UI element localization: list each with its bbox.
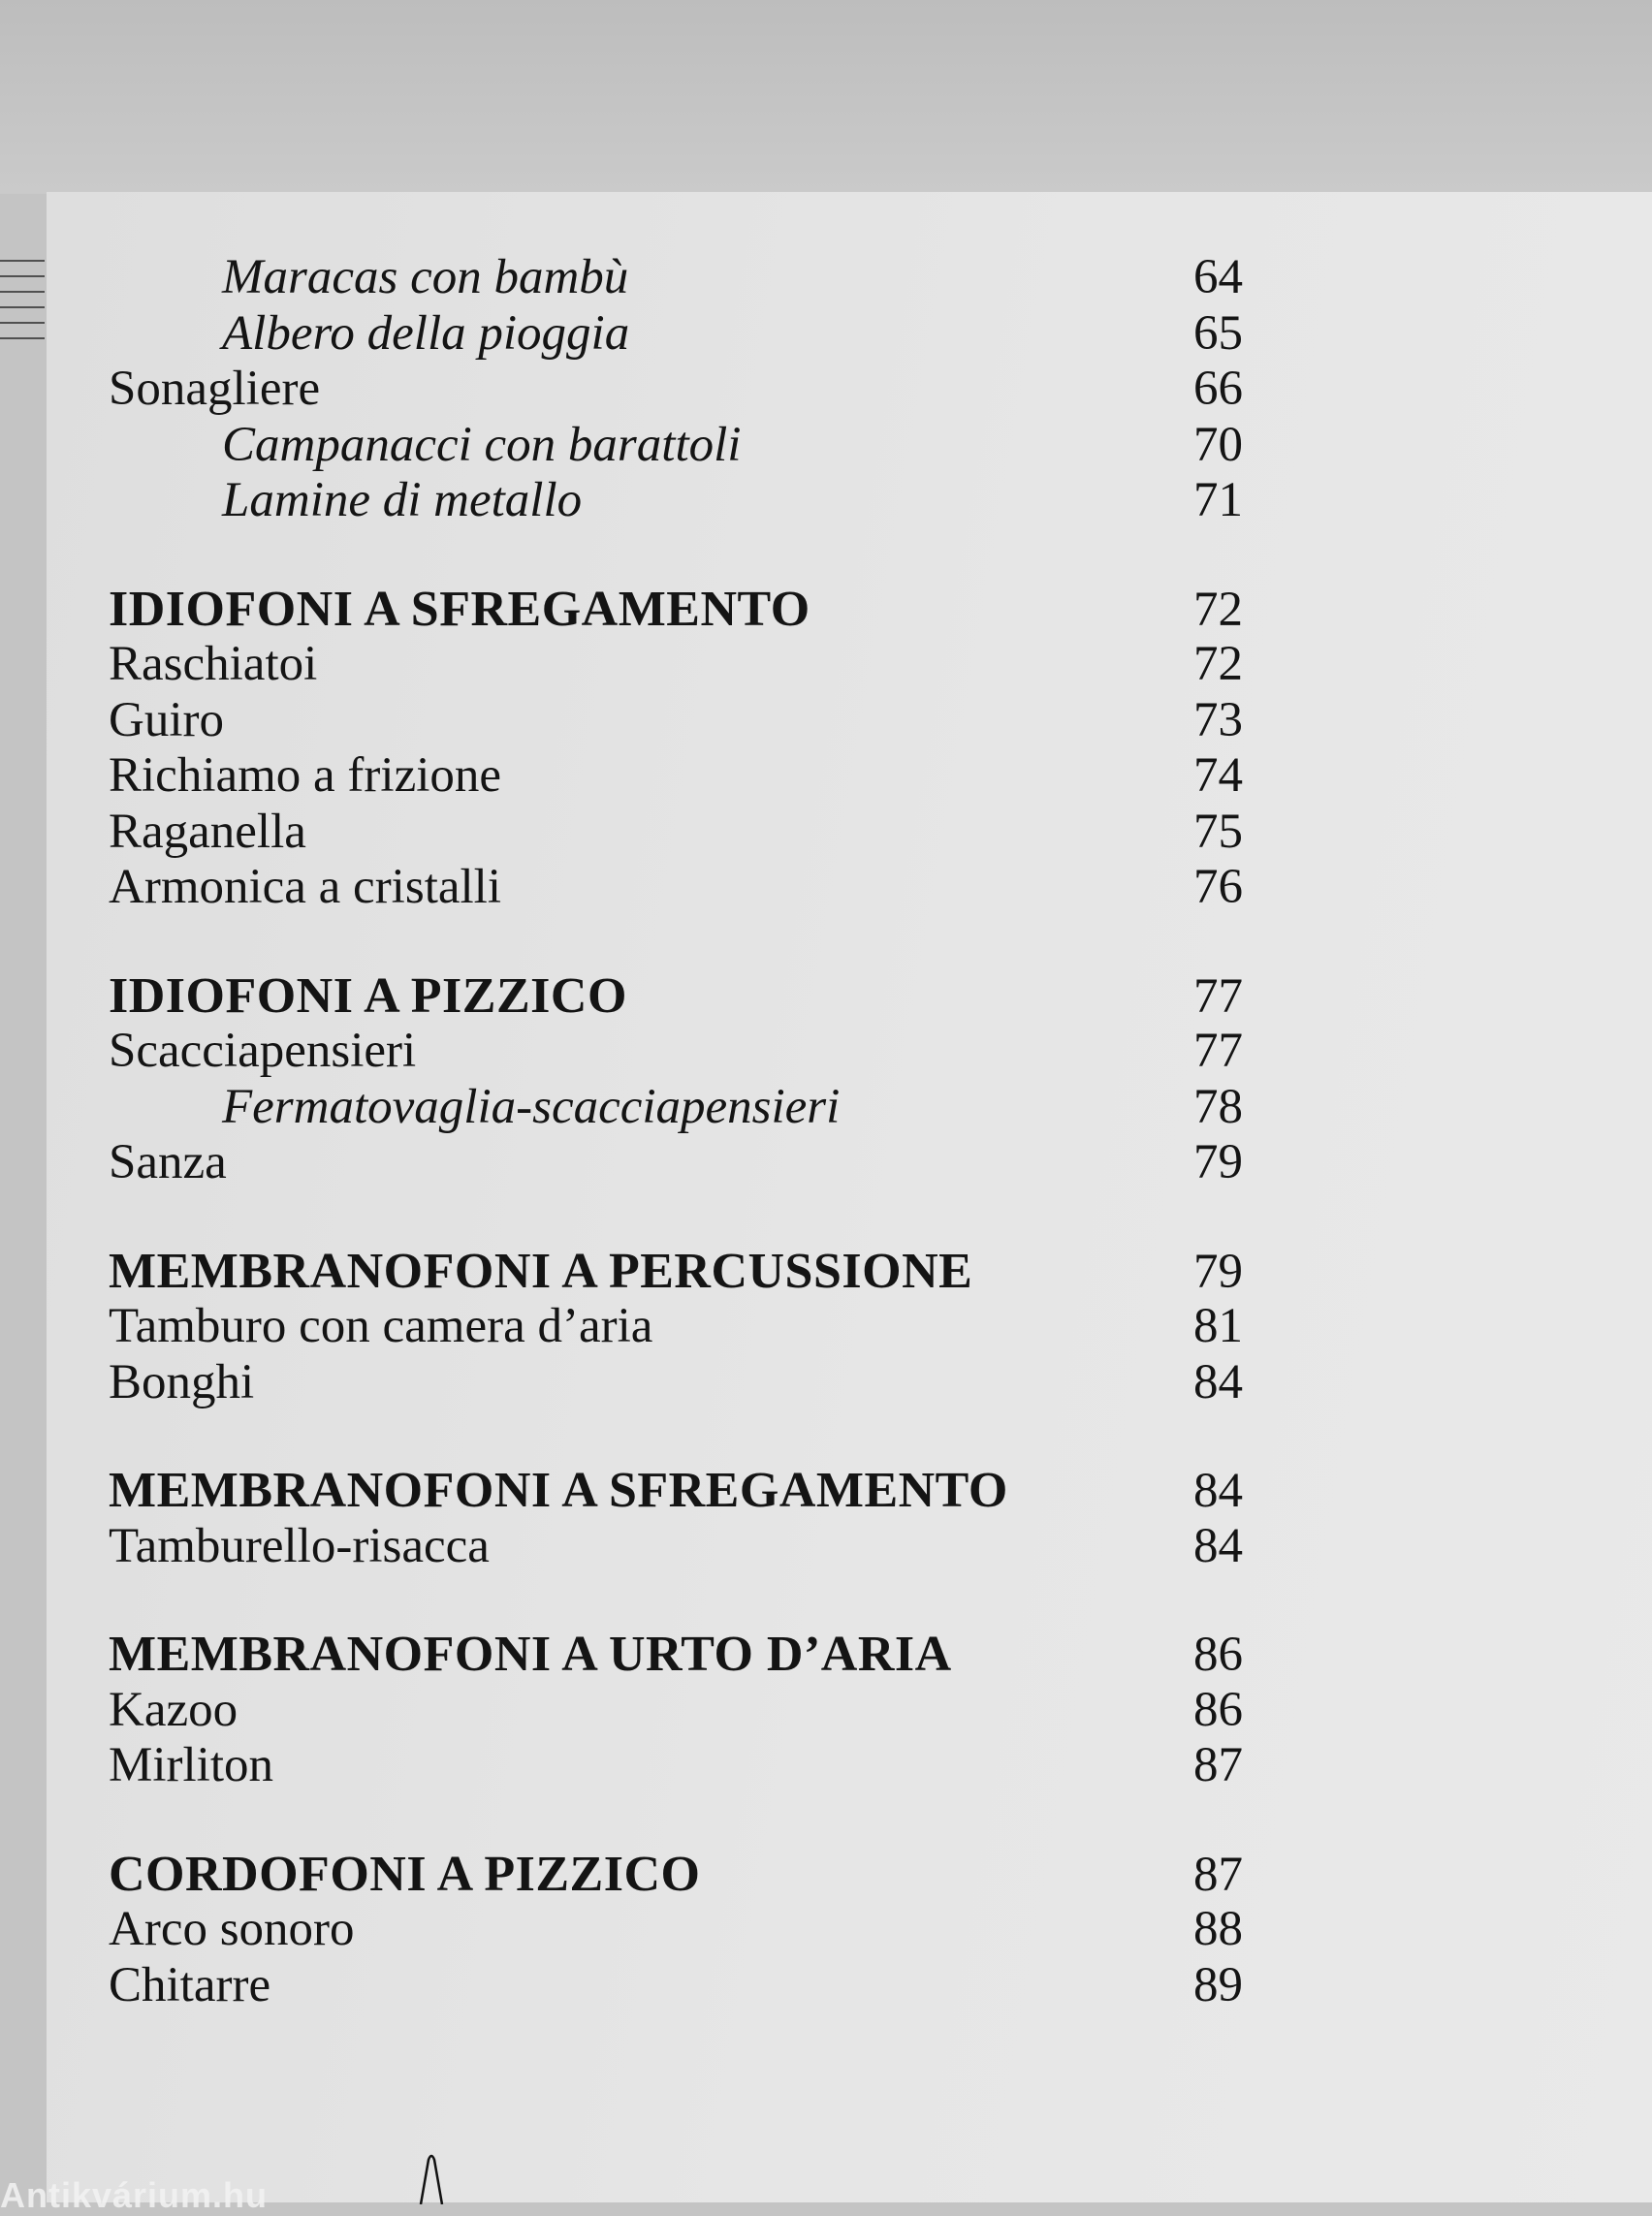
toc-entry-title: Arco sonoro <box>109 1902 355 1956</box>
toc-entry-title: Lamine di metallo <box>222 473 583 527</box>
background <box>0 0 1652 194</box>
toc-section-heading <box>109 1244 1243 1300</box>
toc-entry <box>109 1738 1243 1794</box>
page-edge-lines <box>0 260 45 357</box>
section-gap <box>109 1410 1243 1463</box>
section-gap <box>109 1191 1243 1244</box>
toc-page-number: 65 <box>1193 305 1243 361</box>
toc-page-number: 70 <box>1193 417 1243 472</box>
toc-section-heading <box>109 1847 1243 1903</box>
toc-entry <box>109 1135 1243 1191</box>
toc-entry-title: Guiro <box>109 692 224 747</box>
toc-entry-title: Armonica a cristalli <box>109 860 502 914</box>
toc-entry-title: Campanacci con barattoli <box>222 417 742 472</box>
toc-entry-title: IDIOFONI A PIZZICO <box>109 967 627 1024</box>
toc-entry <box>109 362 1243 418</box>
toc-page-number: 79 <box>1193 1135 1243 1189</box>
toc-page-number: 77 <box>1193 1024 1243 1078</box>
toc-entry-title: Tamburello-risacca <box>109 1518 490 1573</box>
toc-entry-title: Sonagliere <box>109 362 321 416</box>
toc-entry-title: Sanza <box>109 1135 227 1189</box>
toc-page-number: 64 <box>1193 250 1243 304</box>
toc-entry-title: MEMBRANOFONI A PERCUSSIONE <box>109 1243 973 1299</box>
toc-page-number: 87 <box>1193 1847 1243 1902</box>
toc-page-number: 71 <box>1193 473 1243 527</box>
toc-page-number: 75 <box>1193 804 1243 859</box>
toc-entry <box>109 805 1243 861</box>
toc-section-heading <box>109 1627 1243 1683</box>
toc-entry-title: Kazoo <box>109 1682 238 1737</box>
toc-entry-title: Tamburo con camera d’aria <box>109 1299 653 1353</box>
toc-entry-title: IDIOFONI A SFREGAMENTO <box>109 581 810 637</box>
toc-entry-title: Richiamo a frizione <box>109 748 502 803</box>
toc-entry <box>109 1299 1243 1355</box>
section-gap <box>109 529 1243 582</box>
toc-page-number: 66 <box>1193 362 1243 416</box>
section-gap <box>109 1574 1243 1627</box>
toc-entry <box>109 1958 1243 2014</box>
toc-entry-title: Mirliton <box>109 1738 274 1792</box>
toc-page-number: 72 <box>1193 582 1243 637</box>
toc-entry <box>109 1355 1243 1411</box>
toc-page-number: 78 <box>1193 1079 1243 1134</box>
toc-entry <box>109 1024 1243 1080</box>
toc-page-number: 88 <box>1193 1902 1243 1956</box>
toc-section-heading <box>109 582 1243 638</box>
section-gap <box>109 1794 1243 1847</box>
toc-subentry <box>109 1080 1243 1136</box>
toc-page-number: 81 <box>1193 1299 1243 1353</box>
toc-subentry <box>109 418 1243 474</box>
toc-entry-title: Bonghi <box>109 1354 255 1409</box>
toc-page-number: 86 <box>1193 1628 1243 1682</box>
toc-entry-title: Scacciapensieri <box>109 1024 417 1078</box>
toc-subentry <box>109 250 1243 306</box>
toc-page-number: 89 <box>1193 1957 1243 2012</box>
toc-entry <box>109 748 1243 805</box>
section-gap <box>109 916 1243 968</box>
toc-page-number: 86 <box>1193 1682 1243 1737</box>
toc-entry-title: Chitarre <box>109 1957 271 2012</box>
toc-subentry <box>109 473 1243 529</box>
toc-entry <box>109 693 1243 749</box>
toc-section-heading <box>109 968 1243 1025</box>
toc-entry <box>109 1519 1243 1575</box>
toc-page-number: 73 <box>1193 692 1243 747</box>
toc-section-heading <box>109 1463 1243 1519</box>
toc-entry-title: Fermatovaglia-scacciapensieri <box>222 1079 841 1134</box>
toc-entry <box>109 860 1243 916</box>
toc-entry <box>109 1902 1243 1958</box>
toc-entry-title: MEMBRANOFONI A SFREGAMENTO <box>109 1463 1008 1518</box>
toc-entry-title: Maracas con bambù <box>222 250 629 304</box>
toc-subentry <box>109 306 1243 363</box>
toc-page-number: 84 <box>1193 1464 1243 1518</box>
toc-page-number: 76 <box>1193 860 1243 914</box>
toc-entry-title: Raganella <box>109 804 306 859</box>
table-of-contents <box>109 250 1243 2013</box>
toc-entry <box>109 1683 1243 1739</box>
toc-page-number: 74 <box>1193 748 1243 803</box>
toc-page-number: 87 <box>1193 1738 1243 1792</box>
watermark: Antikvárium.hu <box>0 2175 269 2215</box>
toc-page-number: 84 <box>1193 1354 1243 1409</box>
bottom-ornament-icon <box>417 2154 446 2204</box>
toc-entry <box>109 637 1243 693</box>
toc-entry-title: Raschiatoi <box>109 637 318 691</box>
toc-entry-title: MEMBRANOFONI A URTO D’ARIA <box>109 1627 952 1682</box>
toc-entry-title: CORDOFONI A PIZZICO <box>109 1846 701 1902</box>
toc-page-number: 84 <box>1193 1518 1243 1573</box>
toc-page-number: 79 <box>1193 1244 1243 1299</box>
toc-page-number: 77 <box>1193 968 1243 1024</box>
toc-page-number: 72 <box>1193 637 1243 691</box>
toc-entry-title: Albero della pioggia <box>222 305 630 361</box>
